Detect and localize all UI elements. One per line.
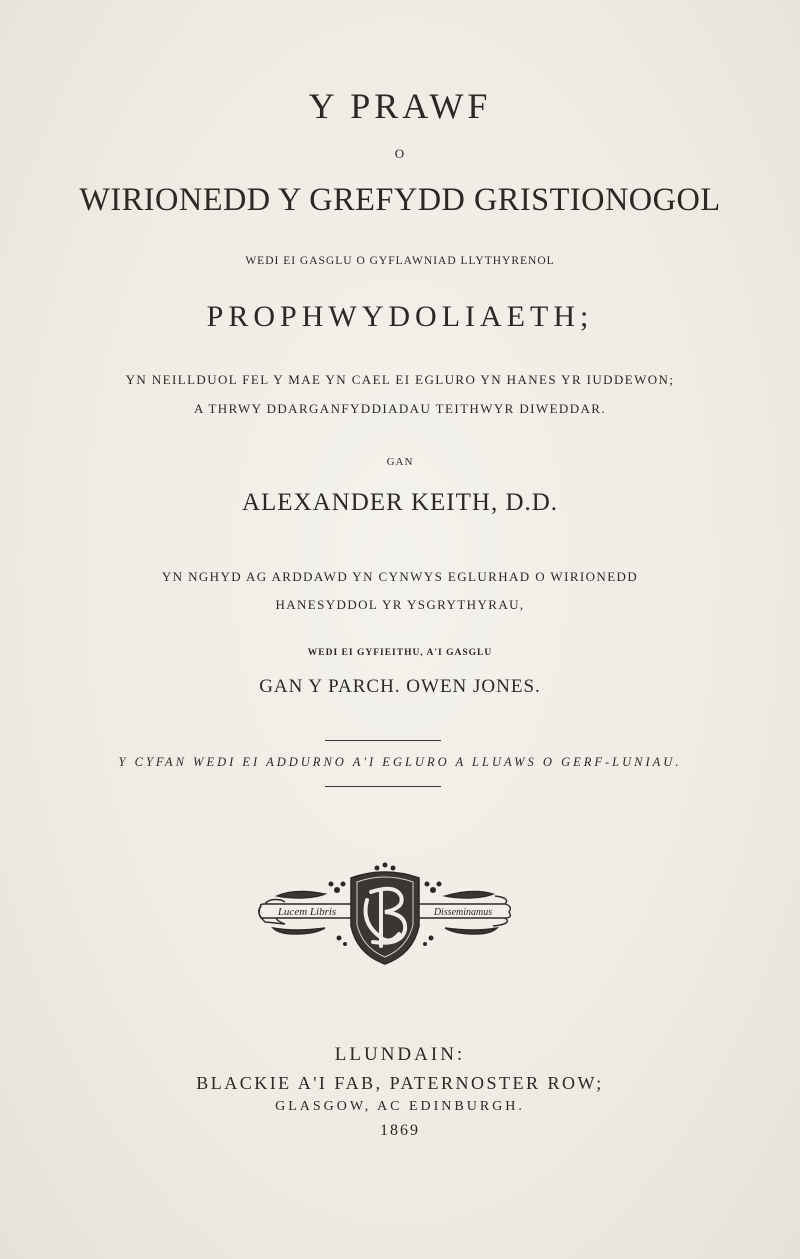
description-line-3: YN NGHYD AG ARDDAWD YN CYNWYS EGLURHAD O WIRIONEDD [161,569,639,584]
description-line-2: A THRWY DDARGANFYDDIADAU TEITHWYR DIWEDDAR. [193,401,607,416]
motto-right: Disseminamus [433,907,493,918]
by-label: GAN [386,456,414,468]
author-name: ALEXANDER KEITH, D.D. [241,489,559,516]
translator-name: GAN Y PARCH. OWEN JONES. [259,676,541,697]
publisher-emblem-icon [255,862,515,968]
shield [351,872,419,964]
motto-left: Lucem Libris [277,906,337,918]
description-line-1: YN NEILLDUOL FEL Y MAE YN CAEL EI EGLURO YN HANES YR IUDDEWON; [125,372,675,387]
title-connector: O [394,146,406,161]
book-subtitle: WIRIONEDD Y GREFYDD GRISTIONOGOL [79,182,721,218]
prophecy-heading: PROPHWYDOLIAETH; [206,300,594,333]
imprint-cities: GLASGOW, AC EDINBURGH. [275,1099,525,1114]
divider-bottom [325,786,441,787]
book-title: Y PRAWF [308,86,492,126]
imprint-year: 1869 [380,1122,420,1139]
imprint-place: LLUNDAIN: [334,1044,466,1065]
translated-line: WEDI EI GYFIEITHU, A'I GASGLU [307,648,493,658]
divider-top [325,740,441,741]
imprint-publisher: BLACKIE A'I FAB, PATERNOSTER ROW; [196,1073,604,1093]
collected-line: WEDI EI GASGLU O GYFLAWNIAD LLYTHYRENOL [245,255,555,267]
illustrations-note: Y CYFAN WEDI EI ADDURNO A'I EGLURO A LLUAWS O GERF-LUNIAU. [118,755,682,769]
description-line-4: HANESYDDOL YR YSGRYTHYRAU, [275,597,525,612]
